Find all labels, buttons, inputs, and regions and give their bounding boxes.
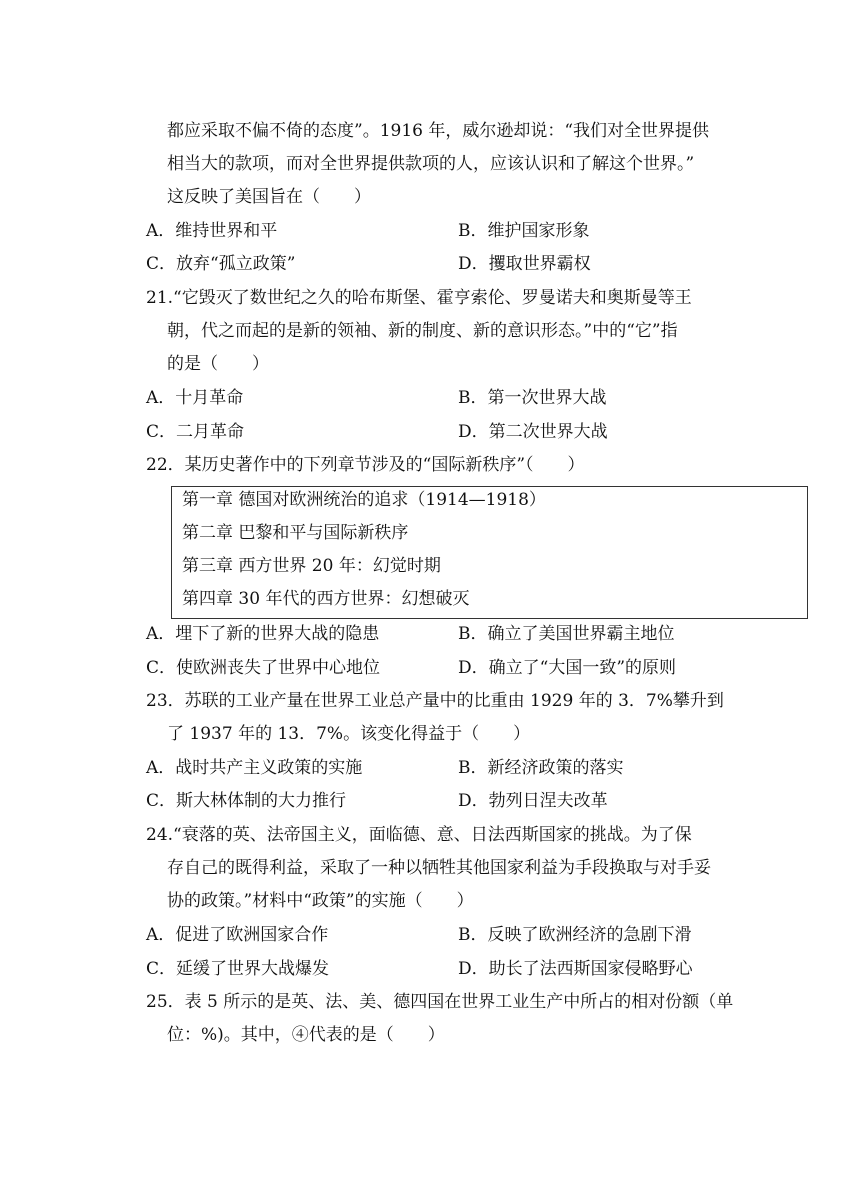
q21-stem-line1: 21.“它毁灭了数世纪之久的哈布斯堡、霍亨索伦、罗曼诺夫和奥斯曼等王 (146, 288, 692, 308)
q20-stem-line3: 这反映了美国旨在（ ） (167, 187, 371, 207)
q20-option-c: C．放弃“孤立政策” (146, 254, 296, 274)
q22-option-c: C．使欧洲丧失了世界中心地位 (146, 658, 381, 678)
q24-option-d: D．助长了法西斯国家侵略野心 (458, 959, 693, 979)
q23-option-a: A．战时共产主义政策的实施 (146, 758, 363, 778)
q23-stem-line1: 23．苏联的工业产量在世界工业总产量中的比重由 1929 年的 3．7%攀升到 (146, 691, 724, 711)
q23-option-b: B．新经济政策的落实 (458, 758, 624, 778)
q23-option-d: D．勃列日涅夫改革 (458, 791, 608, 811)
q24-option-a: A．促进了欧洲国家合作 (146, 925, 329, 945)
q22-option-a: A．埋下了新的世界大战的隐患 (146, 624, 380, 644)
q23-stem-line2: 了 1937 年的 13．7%。该变化得益于（ ） (167, 724, 531, 744)
q22-chapter-2: 第二章 巴黎和平与国际新秩序 (182, 523, 409, 543)
q22-chapter-4: 第四章 30 年代的西方世界：幻想破灭 (182, 589, 470, 609)
q23-option-c: C．斯大林体制的大力推行 (146, 791, 347, 811)
q21-option-b: B．第一次世界大战 (458, 388, 607, 408)
q25-stem-line2: 位：%)。其中，④代表的是（ ） (167, 1025, 445, 1045)
q24-stem-line3: 协的政策。”材料中“政策”的实施（ ） (167, 891, 474, 911)
q20-stem-line1: 都应采取不偏不倚的态度”。1916 年，威尔逊却说：“我们对全世界提供 (167, 121, 710, 141)
q21-option-c: C．二月革命 (146, 422, 245, 442)
q22-chapter-3: 第三章 西方世界 20 年：幻觉时期 (182, 556, 441, 576)
q22-option-d: D．确立了“大国一致”的原则 (458, 658, 677, 678)
q25-stem-line1: 25．表 5 所示的是英、法、美、德四国在世界工业生产中所占的相对份额（单 (146, 992, 734, 1012)
q22-chapter-1: 第一章 德国对欧洲统治的追求（1914—1918） (182, 490, 546, 510)
q22-option-b: B．确立了美国世界霸主地位 (458, 624, 675, 644)
q24-stem-line1: 24.“衰落的英、法帝国主义，面临德、意、日法西斯国家的挑战。为了保 (146, 825, 692, 845)
q20-option-b: B．维护国家形象 (458, 221, 590, 241)
q21-option-a: A．十月革命 (146, 388, 244, 408)
q24-option-b: B．反映了欧洲经济的急剧下滑 (458, 925, 692, 945)
q22-stem-line1: 22．某历史著作中的下列章节涉及的“国际新秩序”（ ） (146, 455, 585, 475)
q24-option-c: C．延缓了世界大战爆发 (146, 959, 330, 979)
q20-stem-line2: 相当大的款项，而对全世界提供款项的人，应该认识和了解这个世界。” (167, 154, 695, 174)
q24-stem-line2: 存自己的既得利益，采取了一种以牺牲其他国家利益为手段换取与对手妥 (167, 858, 711, 878)
q21-stem-line3: 的是（ ） (167, 354, 269, 374)
q21-option-d: D．第二次世界大战 (458, 422, 608, 442)
q20-option-a: A．维持世界和平 (146, 221, 278, 241)
q21-stem-line2: 朝，代之而起的是新的领袖、新的制度、新的意识形态。”中的“它”指 (167, 321, 678, 341)
q20-option-d: D．攫取世界霸权 (458, 254, 591, 274)
